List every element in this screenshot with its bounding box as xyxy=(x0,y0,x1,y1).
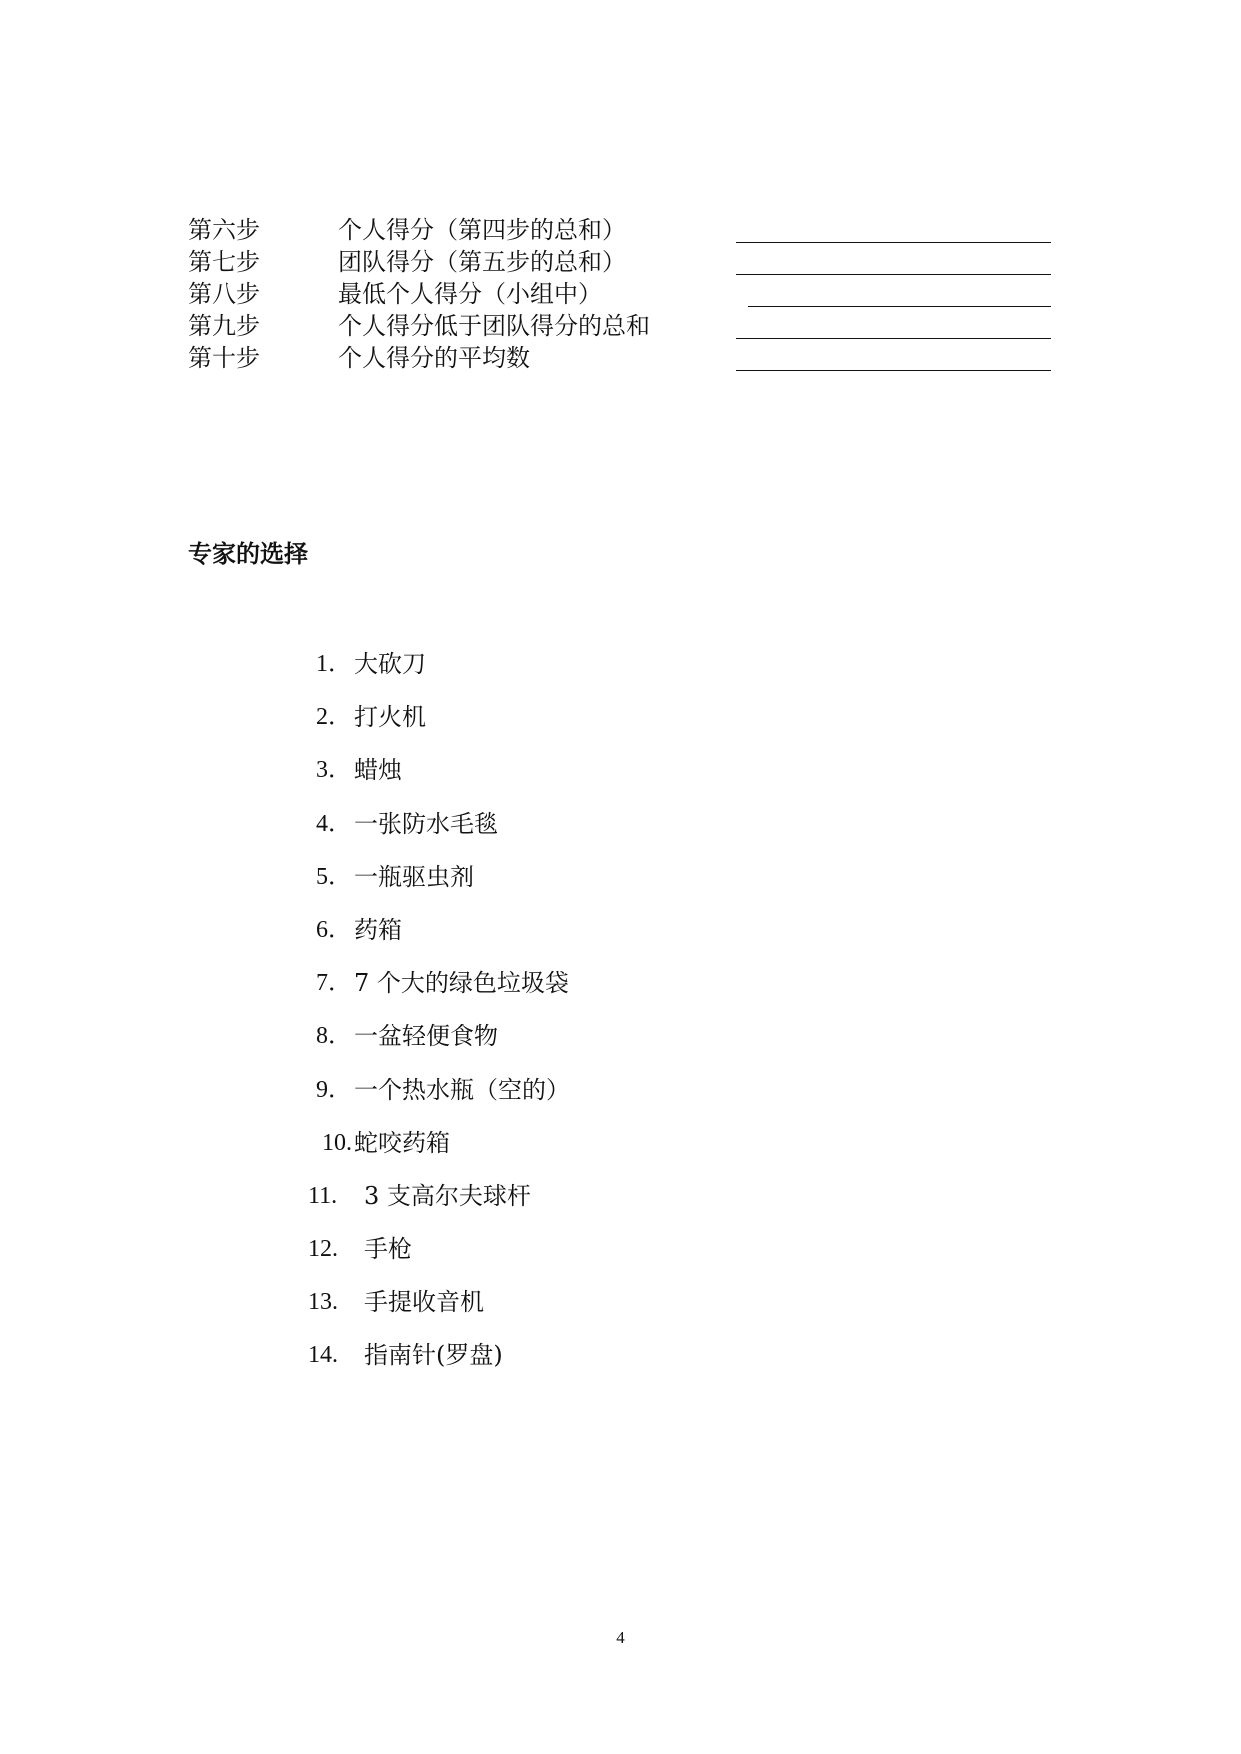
item-number: 10. xyxy=(322,1129,352,1156)
step-description: 个人得分低于团队得分的总和 xyxy=(338,312,650,340)
item-number: 4． xyxy=(316,810,352,837)
item-text: 3 支高尔夫球杆 xyxy=(364,1181,531,1210)
step-description: 个人得分的平均数 xyxy=(338,344,530,372)
item-text: 7 个大的绿色垃圾袋 xyxy=(354,969,569,998)
answer-blank-line[interactable] xyxy=(736,338,1051,339)
page-number: 4 xyxy=(616,1628,625,1647)
step-description: 个人得分（第四步的总和） xyxy=(338,216,626,244)
item-text: 一盆轻便食物 xyxy=(354,1022,498,1051)
answer-blank-line[interactable] xyxy=(736,274,1051,275)
step-row xyxy=(188,342,1068,374)
item-number: 12. xyxy=(308,1236,338,1263)
answer-blank-line[interactable] xyxy=(736,370,1051,371)
item-number: 5． xyxy=(316,863,352,890)
step-number: 第七步 xyxy=(188,248,260,276)
step-row xyxy=(188,310,1068,342)
item-text: 打火机 xyxy=(354,703,426,732)
answer-blank-line[interactable] xyxy=(748,306,1051,307)
step-number: 第九步 xyxy=(188,312,260,340)
item-number: 6． xyxy=(316,916,352,943)
step-row xyxy=(188,214,1068,246)
step-row xyxy=(188,246,1068,278)
scoring-steps xyxy=(188,214,1068,374)
answer-blank-line[interactable] xyxy=(736,242,1051,243)
item-text: 一瓶驱虫剂 xyxy=(354,862,474,891)
item-number: 8． xyxy=(316,1023,352,1050)
item-text: 一张防水毛毯 xyxy=(354,809,498,838)
item-text: 蜡烛 xyxy=(354,756,402,785)
step-number: 第八步 xyxy=(188,280,260,308)
item-number: 7． xyxy=(316,970,352,997)
item-text: 蛇咬药箱 xyxy=(354,1128,450,1157)
item-text: 指南针(罗盘) xyxy=(364,1341,503,1370)
item-number: 13. xyxy=(308,1289,338,1316)
item-number: 2． xyxy=(316,704,352,731)
item-text: 手提收音机 xyxy=(364,1288,484,1317)
step-description: 团队得分（第五步的总和） xyxy=(338,248,626,276)
item-text: 手枪 xyxy=(364,1235,412,1264)
step-description: 最低个人得分（小组中） xyxy=(338,280,602,308)
item-number: 3． xyxy=(316,757,352,784)
step-row xyxy=(188,278,1068,310)
item-text: 药箱 xyxy=(354,915,402,944)
step-number: 第六步 xyxy=(188,216,260,244)
step-number: 第十步 xyxy=(188,344,260,372)
item-number: 1． xyxy=(316,651,352,677)
item-number: 9． xyxy=(316,1076,352,1103)
section-heading: 专家的选择 xyxy=(188,539,308,568)
item-text: 大砍刀 xyxy=(354,650,426,678)
item-number: 14. xyxy=(308,1342,338,1369)
item-text: 一个热水瓶（空的） xyxy=(354,1075,570,1104)
item-number: 11. xyxy=(308,1182,338,1209)
